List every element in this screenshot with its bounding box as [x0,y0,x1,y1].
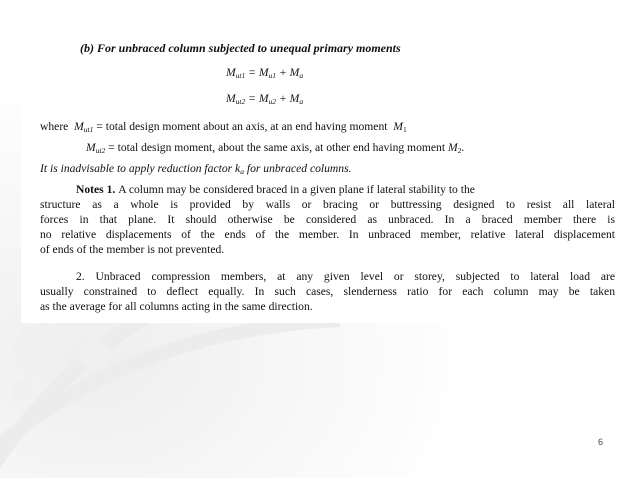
page-number: 6 [598,437,604,447]
note-1-line-3: forces in that plane. It should otherwise be considered as unbraced. In a braced member there is [40,213,615,226]
equation-2: $M_{ut2} = M_{u2} + M_a$ [226,92,304,106]
note-2-line-3: as the average for all columns acting in the same direction. [40,300,313,313]
inadvisable-line: It is inadvisable to apply reduction factor $k_a$ for unbraced columns. [40,162,352,176]
equation-1: $M_{ut1} = M_{u1} + M_a$ [226,66,304,80]
section-heading: (b) For unbraced column subjected to unequal primary moments [80,41,401,55]
where-line-2: $M_{ut2}$ = total design moment, about the same axis, at other end having moment $M_2$. [86,141,465,155]
note-1-line-2: structure as a whole is provided by walls or bracing or buttressing designed to resist all lateral [40,198,615,211]
note-1-line-5: of ends of the member is not prevented. [40,243,225,256]
note-2-line-1: 2. Unbraced compression members, at any given level or storey, subjected to lateral load are [76,270,615,283]
note-1-line-1: Notes 1. A column may be considered braced in a given plane if lateral stability to the [76,183,475,196]
where-line: where $M_{ut1}$ = total design moment about an axis, at an end having moment $M_1$ [40,120,407,134]
note-1-line-4: no relative displacements of the ends of the member. In unbraced member, relative lateral displacement [40,228,615,241]
note-2-line-2: usually constrained to deflect equally. In such cases, slenderness ratio for each column may be taken [40,285,615,298]
